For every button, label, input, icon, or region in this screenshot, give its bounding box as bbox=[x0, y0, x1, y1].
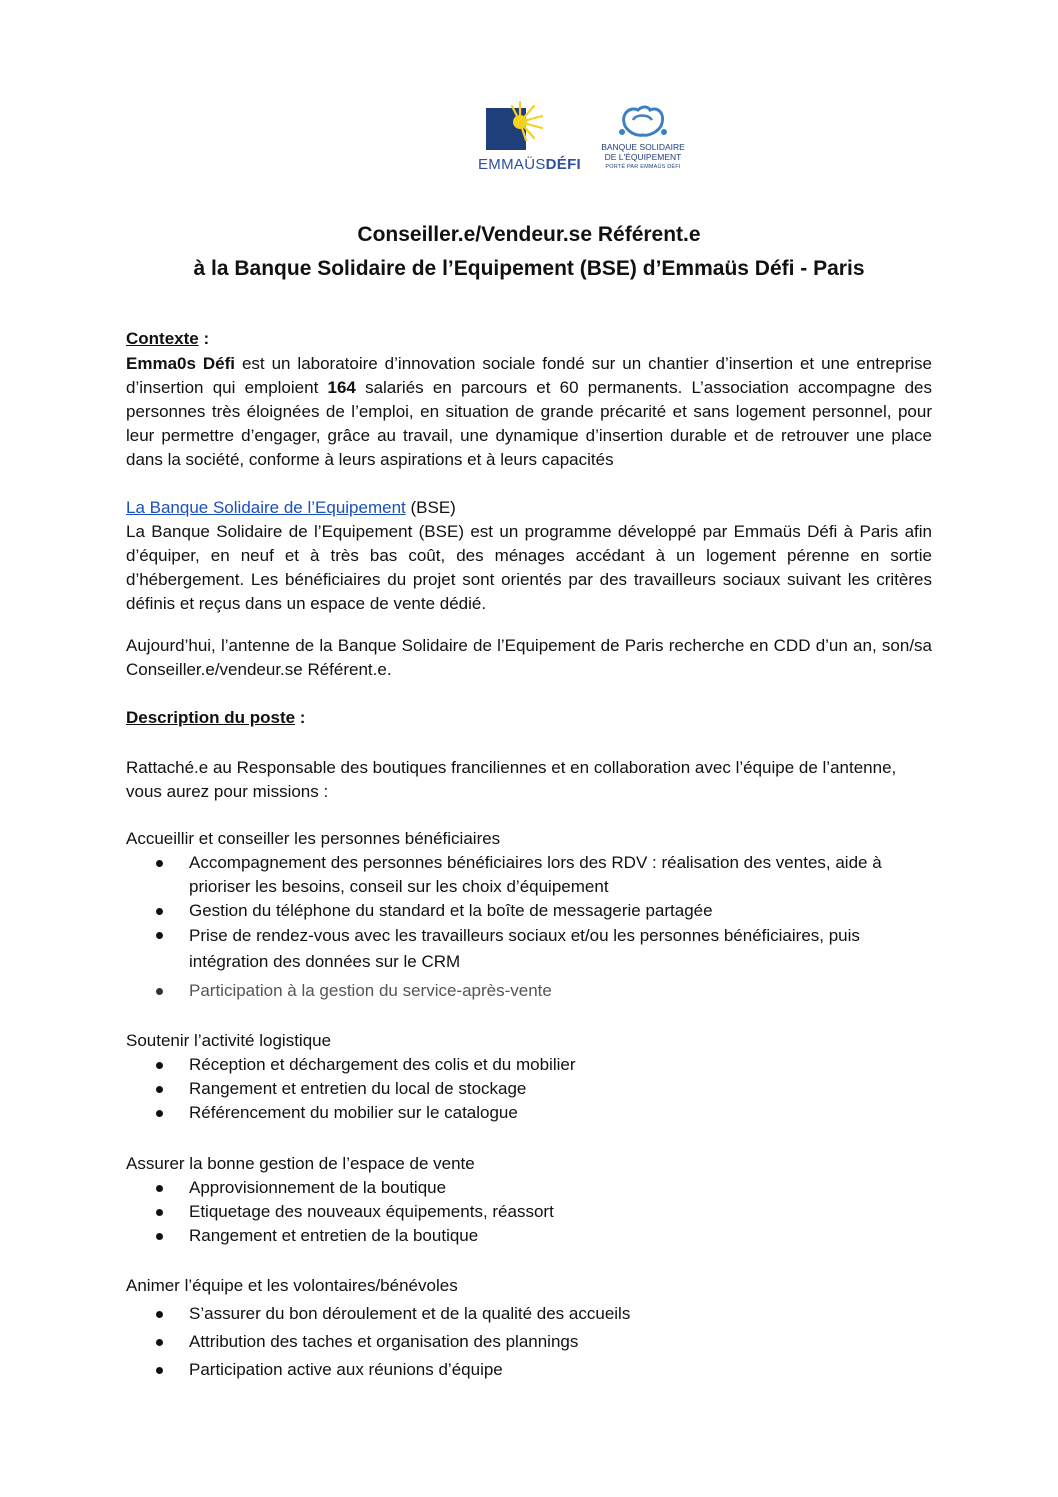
section-list-equipe bbox=[126, 1302, 932, 1382]
section-title-accueil: Accueillir et conseiller les personnes bénéficiaires bbox=[126, 829, 501, 848]
contexte-heading: Contexte : bbox=[126, 329, 210, 348]
description-intro: Rattaché.e au Responsable des boutiques franciliennes et en collaboration avec l’équipe de l’antenne, vous aurez pour missions : bbox=[126, 758, 897, 801]
list-item: Etiquetage des nouveaux équipements, réassort bbox=[126, 1200, 932, 1224]
bse-logo-emblem-icon bbox=[600, 102, 686, 140]
contexte-paragraph: Emma0s Défi est un laboratoire d’innovation sociale fondé sur un chantier d’insertion et une entreprise d’insertion qui emploient 164 salariés en parcours et 60 permanents. L’association accompagne des personnes très éloignées de l’emploi, en situation de grande précarité et sans logement personnel, pour leur permettre d’engager, grâce au travail, une dynamique d’insertion durable et de retrouver une place dans la société, conforme à leurs aspirations et à leurs capacités bbox=[126, 354, 932, 469]
list-item: Référencement du mobilier sur le catalogue bbox=[126, 1101, 932, 1125]
bse-paragraph-1: La Banque Solidaire de l’Equipement (BSE) est un programme développé par Emmaüs Défi à Paris afin d’équiper, en neuf et à très bas coût, des ménages accédant à un logement pérenne en sortie d’hébergement. Les bénéficiaires du projet sont orientés par des travailleurs sociaux suivant les critères définis et reçus dans un espace de vente dédié. bbox=[126, 522, 932, 613]
emmaus-logo-wordmark: EMMAÜSDÉFI bbox=[478, 156, 582, 173]
list-item: Réception et déchargement des colis et du mobilier bbox=[126, 1053, 932, 1077]
page-title-line2: à la Banque Solidaire de l’Equipement (BSE) d’Emmaüs Défi - Paris bbox=[193, 257, 865, 280]
section-title-logistique: Soutenir l’activité logistique bbox=[126, 1031, 332, 1050]
list-item: Participation à la gestion du service-après-vente bbox=[126, 979, 932, 1003]
list-item: Gestion du téléphone du standard et la boîte de messagerie partagée bbox=[126, 899, 932, 923]
list-item: Rangement et entretien de la boutique bbox=[126, 1224, 932, 1248]
section-title-equipe: Animer l’équipe et les volontaires/bénévoles bbox=[126, 1276, 458, 1295]
description-heading: Description du poste : bbox=[126, 708, 306, 727]
emmaus-defi-logo bbox=[478, 98, 582, 184]
section-list-accueil bbox=[126, 851, 932, 1003]
list-item: Prise de rendez-vous avec les travailleurs sociaux et/ou les personnes bénéficiaires, puis intégration des données sur le CRM bbox=[126, 923, 932, 975]
section-title-vente: Assurer la bonne gestion de l’espace de vente bbox=[126, 1154, 475, 1173]
header-logos bbox=[478, 98, 688, 188]
page-title-line1: Conseiller.e/Vendeur.se Référent.e bbox=[357, 223, 701, 246]
list-item: Accompagnement des personnes bénéficiaires lors des RDV : réalisation des ventes, aide à prioriser les besoins, conseil sur les choix d’équipement bbox=[126, 851, 932, 899]
bse-logo-wordmark: BANQUE SOLIDAIRE DE L'ÉQUIPEMENT PORTÉ PAR EMMAÜS DÉFI bbox=[601, 142, 685, 170]
list-item: Participation active aux réunions d’équipe bbox=[126, 1358, 932, 1382]
sun-icon bbox=[508, 98, 548, 142]
section-list-vente bbox=[126, 1176, 932, 1248]
list-item: Attribution des taches et organisation des plannings bbox=[126, 1330, 932, 1354]
bse-link[interactable]: La Banque Solidaire de l’Equipement bbox=[126, 498, 406, 517]
section-list-logistique bbox=[126, 1053, 932, 1125]
list-item: S’assurer du bon déroulement et de la qualité des accueils bbox=[126, 1302, 932, 1326]
list-item: Approvisionnement de la boutique bbox=[126, 1176, 932, 1200]
bse-paragraph-2: Aujourd’hui, l’antenne de la Banque Solidaire de l’Equipement de Paris recherche en CDD d’un an, son/sa Conseiller.e/vendeur.se Référent.e. bbox=[126, 636, 932, 679]
list-item: Rangement et entretien du local de stockage bbox=[126, 1077, 932, 1101]
bse-logo bbox=[600, 102, 686, 188]
bse-heading: La Banque Solidaire de l’Equipement (BSE) bbox=[126, 498, 456, 517]
